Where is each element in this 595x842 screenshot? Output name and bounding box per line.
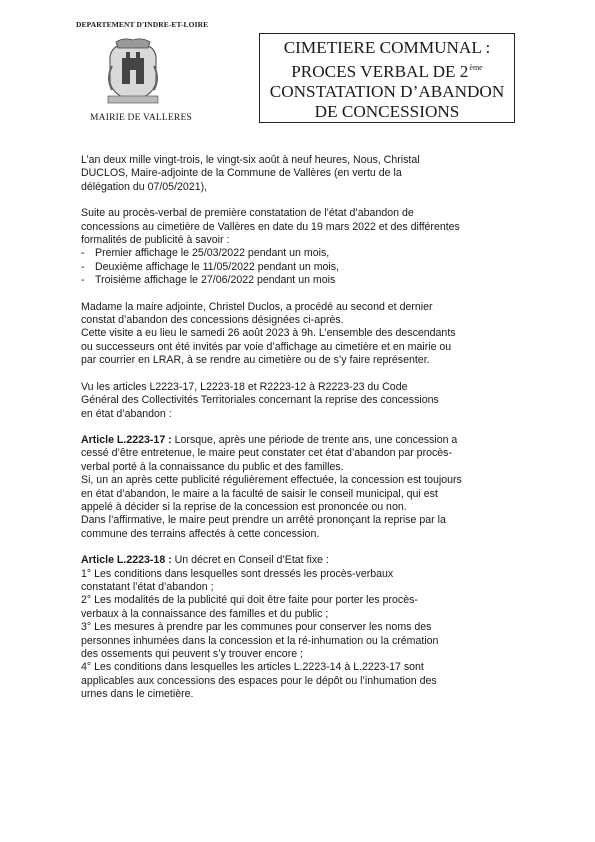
department-name: DEPARTEMENT D'INDRE-ET-LOIRE (76, 20, 209, 29)
text-line: par courrier en LRAR, à se rendre au cimetière ou de s’y faire représenter. (81, 354, 430, 367)
text-line: Article L.2223-18 : Un décret en Conseil d’Etat fixe : (81, 554, 329, 567)
text-line: Général des Collectivités Territoriales concernant la reprise des concessions (81, 394, 439, 407)
suite-paragraph (81, 207, 521, 287)
article-label: Article L.2223-17 : (81, 433, 172, 446)
mairie-name: MAIRIE DE VALLERES (90, 113, 192, 123)
text-line: appelé à décider si la reprise de la concession est prononcée ou non. (81, 500, 407, 513)
text-line: Article L.2223-17 : Lorsque, après une période de trente ans, une concession a (81, 433, 458, 446)
text-line: 1° Les conditions dans lesquelles sont dressés les procès-verbaux (81, 567, 394, 580)
text-line: en état d’abandon : (81, 407, 172, 420)
text-line: 3° Les mesures à prendre par les communes pour conserver les noms des (81, 621, 432, 634)
document-body (81, 154, 521, 715)
text-line: Si, un an après cette publicité régulièrement effectuée, la concession est toujours (81, 474, 462, 487)
text-line: urnes dans le cimetière. (81, 688, 194, 701)
text-line: Madame la maire adjointe, Christel Duclos, a procédé au second et dernier (81, 300, 433, 313)
title-line-3: CONSTATATION D’ABANDON (269, 82, 505, 101)
text-line: formalités de publicité à savoir : (81, 234, 230, 247)
title-superscript: ème (469, 63, 483, 72)
list-item: - Deuxième affichage le 11/05/2022 pendant un mois, (81, 260, 340, 273)
text-line: verbal porté à la connaissance du public et des familles. (81, 460, 344, 473)
intro-paragraph (81, 154, 521, 194)
text-line: ou successeurs ont été invités par voie d’affichage au cimetière et en mairie ou (81, 340, 452, 353)
article-l2223-17 (81, 434, 521, 541)
text-line: constatant l’état d’abandon ; (81, 580, 214, 593)
text-line: Suite au procès-verbal de première constatation de l’état d’abandon de (81, 207, 414, 220)
text-line: 4° Les conditions dans lesquelles les articles L.2223-14 à L.2223-17 sont (81, 661, 424, 674)
text-line: constat d’abandon des concessions désignées ci-après. (81, 314, 344, 327)
title-line-1: CIMETIERE COMMUNAL : (283, 38, 491, 57)
list-item: - Premier affichage le 25/03/2022 pendant un mois, (81, 247, 330, 260)
text-line: L’an deux mille vingt-trois, le vingt-six août à neuf heures, Nous, Christal (81, 154, 420, 166)
vu-paragraph (81, 381, 521, 421)
text-line: Vu les articles L2223-17, L2223-18 et R2223-12 à R2223-23 du Code (81, 380, 408, 393)
text-line: 2° Les modalités de la publicité qui doit être faite pour porter les procès- (81, 594, 418, 607)
municipal-crest-icon (104, 36, 162, 108)
text-line: personnes inhumées dans la concession et la ré-inhumation ou la crémation (81, 634, 439, 647)
article-l2223-18 (81, 554, 521, 701)
title-line-2: PROCES VERBAL DE 2ème (291, 62, 483, 81)
text-line: délégation du 07/05/2021), (81, 180, 208, 193)
title-line-4: DE CONCESSIONS (314, 102, 460, 121)
document-title-box (259, 33, 515, 123)
text-line: Cette visite a eu lieu le samedi 26 août 2023 à 9h. L’ensemble des descendants (81, 327, 456, 340)
text-line: cessé d’être entretenue, le maire peut constater cet état d’abandon par procès- (81, 447, 453, 460)
text-line: DUCLOS, Maire-adjointe de la Commune de Vallères (en vertu de la (81, 167, 402, 180)
text-line: applicables aux concessions des espaces pour le dépôt ou l’inhumation des (81, 674, 437, 687)
text-line: en état d’abandon, le maire a la faculté de saisir le conseil municipal, qui est (81, 487, 438, 500)
list-item: - Troisième affichage le 27/06/2022 pendant un mois (81, 274, 336, 287)
text-line: Dans l’affirmative, le maire peut prendre un arrêté prononçant la reprise par la (81, 514, 446, 527)
madame-paragraph (81, 301, 521, 368)
text-line: verbaux à la connaissance des familles et du public ; (81, 607, 329, 620)
article-label: Article L.2223-18 : (81, 554, 172, 567)
text-line: concessions au cimetière de Vallères en date du 19 mars 2022 et des différentes (81, 220, 460, 233)
text-line: commune des terrains affectés à cette concession. (81, 527, 320, 540)
text-line: des ossements qui peuvent s’y trouver encore ; (81, 648, 303, 660)
